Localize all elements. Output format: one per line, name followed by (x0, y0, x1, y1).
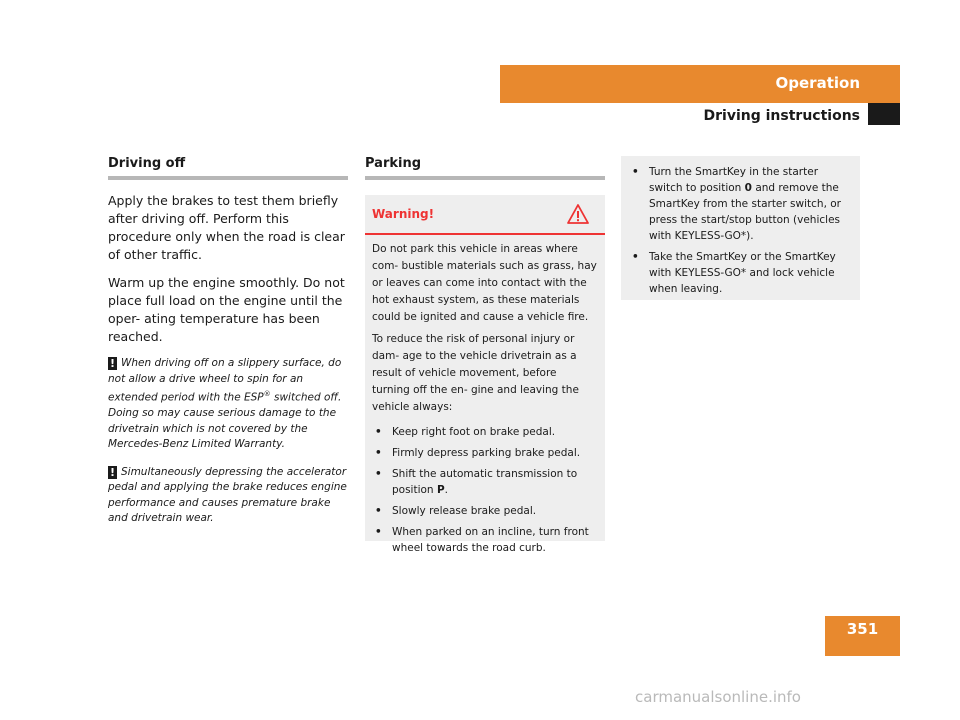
registered-mark: ® (263, 390, 271, 398)
list-item: • Keep right foot on brake pedal. (375, 426, 556, 438)
section-tab-marker (868, 103, 900, 125)
list-item: • When parked on an incline, turn front wheel towards the road curb. (375, 526, 589, 554)
bullet-icon: • (375, 526, 382, 538)
warning-paragraph-2: To reduce the risk of personal injury or dam- age to the vehicle drivetrain as a result of vehicle movement, before turning off the en- gine and leaving the vehicle always: (372, 333, 579, 413)
driving-off-heading: Driving off (108, 156, 348, 180)
caution-note-1-text: When driving off on a slippery surface, do not allow a drive wheel to spin for an extended period with the ESP (108, 357, 342, 404)
bullet-icon: • (632, 251, 639, 263)
parking-heading: Parking (365, 156, 605, 180)
subsection-title: Driving instructions (703, 108, 860, 124)
steps-list (621, 156, 860, 297)
warning-header (365, 195, 605, 235)
exclamation-icon: ! (109, 465, 116, 479)
header-bar (500, 65, 900, 103)
bullet-icon: • (632, 166, 639, 178)
warning-label: Warning! (372, 207, 435, 221)
warning-triangle-icon (567, 203, 589, 229)
list-item: • Shift the automatic transmission to position P. (375, 468, 578, 496)
caution-note-2 (108, 465, 348, 527)
list-item: • Firmly depress parking brake pedal. (375, 447, 581, 459)
list-item: • Take the SmartKey or the SmartKey with KEYLESS-GO* and lock vehicle when leaving. (632, 251, 836, 295)
driving-off-paragraph-2: Warm up the engine smoothly. Do not place full load on the engine until the oper- ating temperature has been reached. (108, 275, 345, 344)
bullet-icon: • (375, 447, 382, 459)
warning-paragraph-1: Do not park this vehicle in areas where com- bustible materials such as grass, hay or leaves can come into contact with the hot exhaust system, as these materials could be ignited and cause a vehicle fire. (372, 243, 597, 323)
steps-box (621, 156, 860, 300)
page-number: 351 (825, 616, 900, 656)
section-title: Operation (775, 74, 860, 92)
exclamation-icon: ! (109, 357, 116, 370)
watermark-text: carmanualsonline.info (635, 688, 801, 706)
caution-note-1 (108, 356, 348, 453)
bullet-icon: • (375, 468, 382, 480)
warning-bullet-list (372, 424, 597, 556)
list-item: • Turn the SmartKey in the starter switch to position 0 and remove the SmartKey from the starter switch, or press the start/stop button (vehicles with KEYLESS-GO*). (632, 166, 841, 242)
list-item: • Slowly release brake pedal. (375, 505, 537, 517)
driving-off-column (108, 156, 348, 527)
parking-column (365, 156, 605, 180)
bullet-icon: • (375, 505, 382, 517)
caution-note-1-text-end: switched off. Doing so may cause serious damage to the drivetrain which is not covered by the Mercedes-Benz Limited Warranty. (108, 391, 342, 450)
warning-box (365, 195, 605, 554)
driving-off-paragraph-1: Apply the brakes to test them briefly after driving off. Perform this procedure only when the road is clear of other traffic. (108, 193, 345, 262)
caution-note-2-text: Simultaneously depressing the accelerator pedal and applying the brake reduces engine performance and causes premature brake and drivetrain wear. (108, 465, 347, 524)
bullet-icon: • (375, 426, 382, 438)
